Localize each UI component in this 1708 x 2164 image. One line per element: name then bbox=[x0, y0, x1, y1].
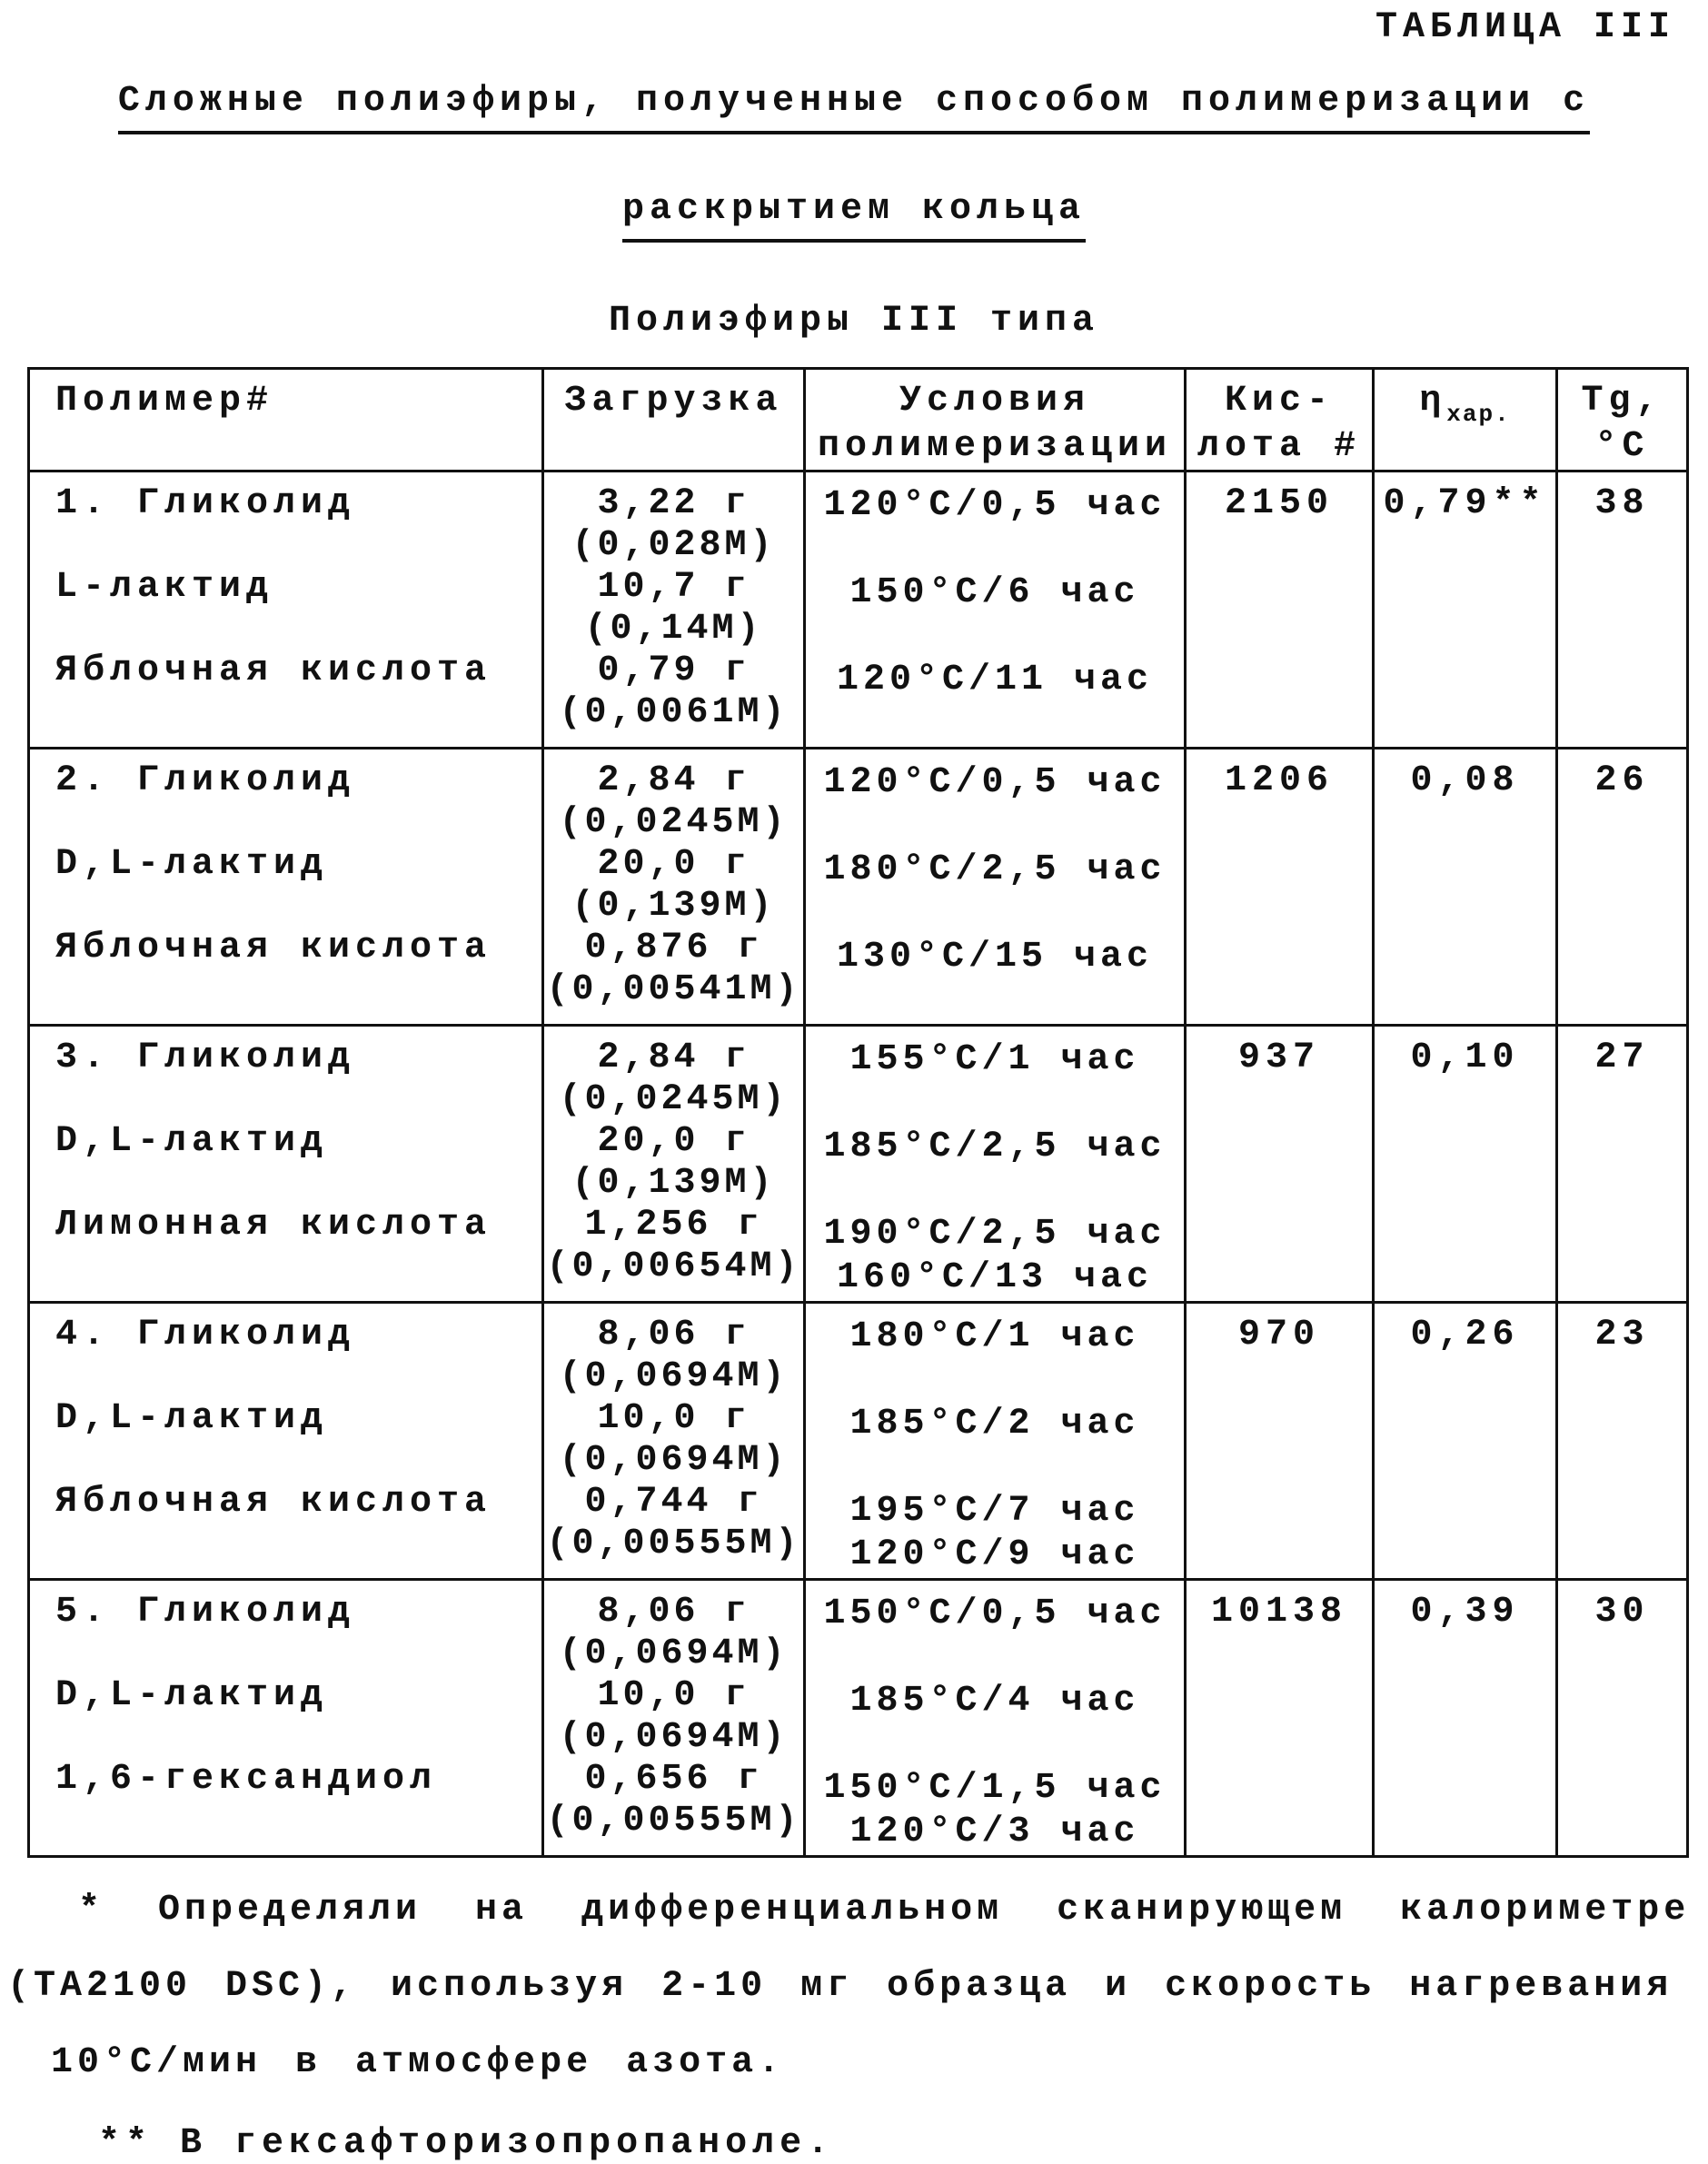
page-subtitle: Полиэфиры III типа bbox=[608, 301, 1100, 342]
polymer-component: Лимонная кислота bbox=[55, 1205, 492, 1246]
header-polymer: Полимер# bbox=[29, 369, 543, 472]
eta-cell: 0,08 bbox=[1374, 749, 1557, 1026]
polymer-cell bbox=[29, 1580, 543, 1857]
loading-cell: 8,06 г (0,0694М) 10,0 г (0,0694М) 0,744 г (0,00555М) bbox=[543, 1303, 805, 1580]
conditions-cell: 155°С/1 час 185°С/2,5 час 190°С/2,5 час 160°С/13 час bbox=[805, 1026, 1186, 1303]
eta-subscript: хар. bbox=[1446, 401, 1511, 428]
table-row bbox=[29, 749, 1688, 1026]
acid-cell: 1206 bbox=[1186, 749, 1374, 1026]
loading-cell: 2,84 г (0,0245М) 20,0 г (0,139М) 0,876 г (0,00541М) bbox=[543, 749, 805, 1026]
loading-cell: 2,84 г (0,0245М) 20,0 г (0,139М) 1,256 г (0,00654М) bbox=[543, 1026, 805, 1303]
conditions-cell: 120°С/0,5 час 150°С/6 час 120°С/11 час bbox=[805, 472, 1186, 749]
acid-cell: 937 bbox=[1186, 1026, 1374, 1303]
header-tg bbox=[1557, 369, 1688, 472]
header-tg-line1: Tg, bbox=[1581, 381, 1663, 422]
polymer-cell bbox=[29, 1026, 543, 1303]
table-row bbox=[29, 1026, 1688, 1303]
polymer-component: 1,6-гександиол bbox=[55, 1759, 438, 1800]
table-row bbox=[29, 1303, 1688, 1580]
footnote-dsc-line1: * Определяли на дифференциальном сканирующем калориметре bbox=[78, 1890, 1691, 1931]
tg-cell: 26 bbox=[1557, 749, 1688, 1026]
tg-cell: 27 bbox=[1557, 1026, 1688, 1303]
eta-cell: 0,39 bbox=[1374, 1580, 1557, 1857]
header-conditions-line2: полимеризации bbox=[817, 426, 1173, 467]
acid-cell: 10138 bbox=[1186, 1580, 1374, 1857]
table-row bbox=[29, 472, 1688, 749]
loading-cell: 8,06 г (0,0694М) 10,0 г (0,0694М) 0,656 г (0,00555М) bbox=[543, 1580, 805, 1857]
table-header-row bbox=[29, 369, 1688, 472]
footnote-hfip: ** В гексафторизопропаноле. bbox=[98, 2123, 835, 2164]
conditions-cell: 120°С/0,5 час 180°С/2,5 час 130°С/15 час bbox=[805, 749, 1186, 1026]
header-acid bbox=[1186, 369, 1374, 472]
header-tg-line2: °С bbox=[1594, 426, 1650, 467]
header-conditions bbox=[805, 369, 1186, 472]
header-eta bbox=[1374, 369, 1557, 472]
polymer-component: 4. Гликолид bbox=[55, 1315, 356, 1355]
tg-cell: 23 bbox=[1557, 1303, 1688, 1580]
polymer-component: D,L-лактид bbox=[55, 1675, 329, 1716]
conditions-cell: 150°С/0,5 час 185°С/4 час 150°С/1,5 час 120°С/3 час bbox=[805, 1580, 1186, 1857]
page-title-line-2: раскрытием кольца bbox=[622, 189, 1086, 243]
acid-cell: 2150 bbox=[1186, 472, 1374, 749]
page-title-line-1: Сложные полиэфиры, полученные способом полимеризации с bbox=[118, 81, 1590, 134]
eta-symbol: η bbox=[1419, 381, 1447, 422]
table-label: ТАБЛИЦА III bbox=[1375, 7, 1675, 48]
eta-cell: 0,79** bbox=[1374, 472, 1557, 749]
header-loading: Загрузка bbox=[543, 369, 805, 472]
eta-cell: 0,10 bbox=[1374, 1026, 1557, 1303]
header-conditions-line1: Условия bbox=[899, 381, 1091, 422]
polymer-component: 2. Гликолид bbox=[55, 760, 356, 801]
footnote-dsc-line3: 10°С/мин в атмосфере азота. bbox=[51, 2042, 785, 2083]
polymer-component: Яблочная кислота bbox=[55, 650, 492, 691]
tg-cell: 38 bbox=[1557, 472, 1688, 749]
footnote-dsc-line2: (ТА2100 DSC), используя 2-10 мг образца и скорость нагревания bbox=[7, 1966, 1673, 2007]
footnote-dsc bbox=[7, 1872, 1708, 2101]
table-row bbox=[29, 1580, 1688, 1857]
polymer-cell bbox=[29, 749, 543, 1026]
loading-cell: 3,22 г (0,028М) 10,7 г (0,14М) 0,79 г (0,0061М) bbox=[543, 472, 805, 749]
polymer-component: D,L-лактид bbox=[55, 1121, 329, 1162]
polymer-component: D,L-лактид bbox=[55, 844, 329, 885]
polymer-component: Яблочная кислота bbox=[55, 928, 492, 968]
polymer-cell bbox=[29, 472, 543, 749]
header-acid-line1: Кис- bbox=[1224, 381, 1334, 422]
polyesters-table bbox=[27, 367, 1689, 1858]
eta-cell: 0,26 bbox=[1374, 1303, 1557, 1580]
polymer-component: 1. Гликолид bbox=[55, 483, 356, 524]
conditions-cell: 180°С/1 час 185°С/2 час 195°С/7 час 120°С/9 час bbox=[805, 1303, 1186, 1580]
polymer-component: Яблочная кислота bbox=[55, 1482, 492, 1523]
header-acid-line2: лота # bbox=[1197, 426, 1362, 467]
polymer-component: 3. Гликолид bbox=[55, 1037, 356, 1078]
polymer-component: L-лактид bbox=[55, 567, 274, 608]
tg-cell: 30 bbox=[1557, 1580, 1688, 1857]
polymer-component: D,L-лактид bbox=[55, 1398, 329, 1439]
polymer-cell bbox=[29, 1303, 543, 1580]
acid-cell: 970 bbox=[1186, 1303, 1374, 1580]
polymer-component: 5. Гликолид bbox=[55, 1592, 356, 1633]
